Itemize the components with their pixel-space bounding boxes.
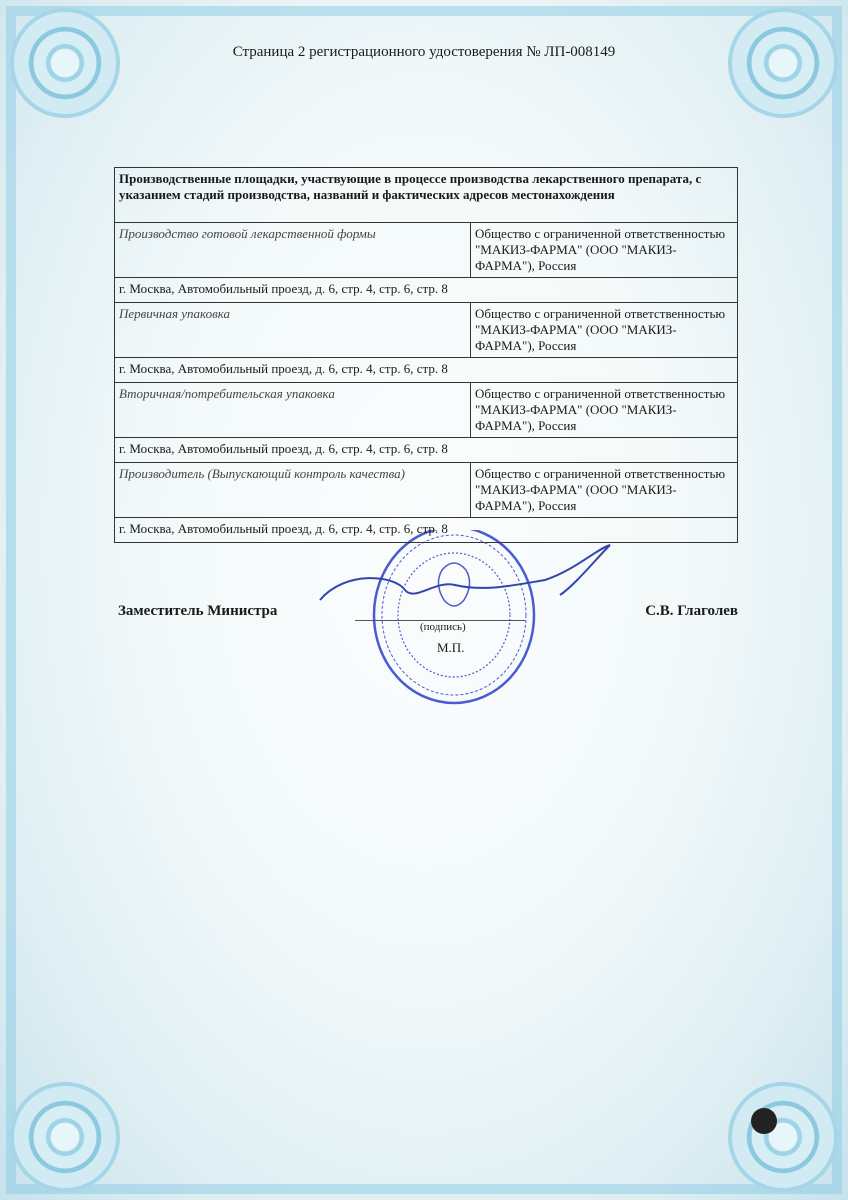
stage-cell: Производство готовой лекарственной формы (115, 223, 471, 278)
rosette-ornament (10, 1082, 120, 1192)
seal-label: М.П. (437, 640, 465, 655)
address-cell: г. Москва, Автомобильный проезд, д. 6, стр. 4, стр. 6, стр. 8 (115, 518, 738, 543)
stage-cell: Вторичная/потребительская упаковка (115, 383, 471, 438)
company-cell: Общество с ограниченной ответственностью "МАКИЗ-ФАРМА" (ООО "МАКИЗ-ФАРМА"), Россия (471, 383, 738, 438)
stage-cell: Производитель (Выпускающий контроль качества) (115, 463, 471, 518)
table-header: Производственные площадки, участвующие в процессе производства лекарственного препарата, с указанием стадий производства, названий и фактических адресов местонахождения (115, 168, 738, 223)
table-row (115, 438, 738, 463)
company-cell: Общество с ограниченной ответственностью "МАКИЗ-ФАРМА" (ООО "МАКИЗ-ФАРМА"), Россия (471, 223, 738, 278)
rosette-ornament (728, 8, 838, 118)
rosette-ornament (10, 8, 120, 118)
table-row (115, 518, 738, 543)
address-cell: г. Москва, Автомобильный проезд, д. 6, стр. 4, стр. 6, стр. 8 (115, 438, 738, 463)
address-cell: г. Москва, Автомобильный проезд, д. 6, стр. 4, стр. 6, стр. 8 (115, 278, 738, 303)
company-cell: Общество с ограниченной ответственностью "МАКИЗ-ФАРМА" (ООО "МАКИЗ-ФАРМА"), Россия (471, 303, 738, 358)
punch-hole (751, 1108, 777, 1134)
table-row (115, 278, 738, 303)
signatory-name: С.В. Глаголев (645, 603, 738, 619)
company-cell: Общество с ограниченной ответственностью "МАКИЗ-ФАРМА" (ООО "МАКИЗ-ФАРМА"), Россия (471, 463, 738, 518)
signature-label: (подпись) (420, 621, 466, 633)
handwritten-signature (315, 540, 615, 610)
table-row (115, 303, 738, 358)
address-cell: г. Москва, Автомобильный проезд, д. 6, стр. 4, стр. 6, стр. 8 (115, 358, 738, 383)
signatory-position: Заместитель Министра (118, 603, 278, 619)
table-row (115, 383, 738, 438)
page-title: Страница 2 регистрационного удостоверения № ЛП-008149 (232, 44, 616, 60)
table-row (115, 358, 738, 383)
table-row (115, 223, 738, 278)
rosette-ornament (728, 1082, 838, 1192)
stage-cell: Первичная упаковка (115, 303, 471, 358)
production-sites-table (114, 167, 738, 543)
table-row (115, 463, 738, 518)
